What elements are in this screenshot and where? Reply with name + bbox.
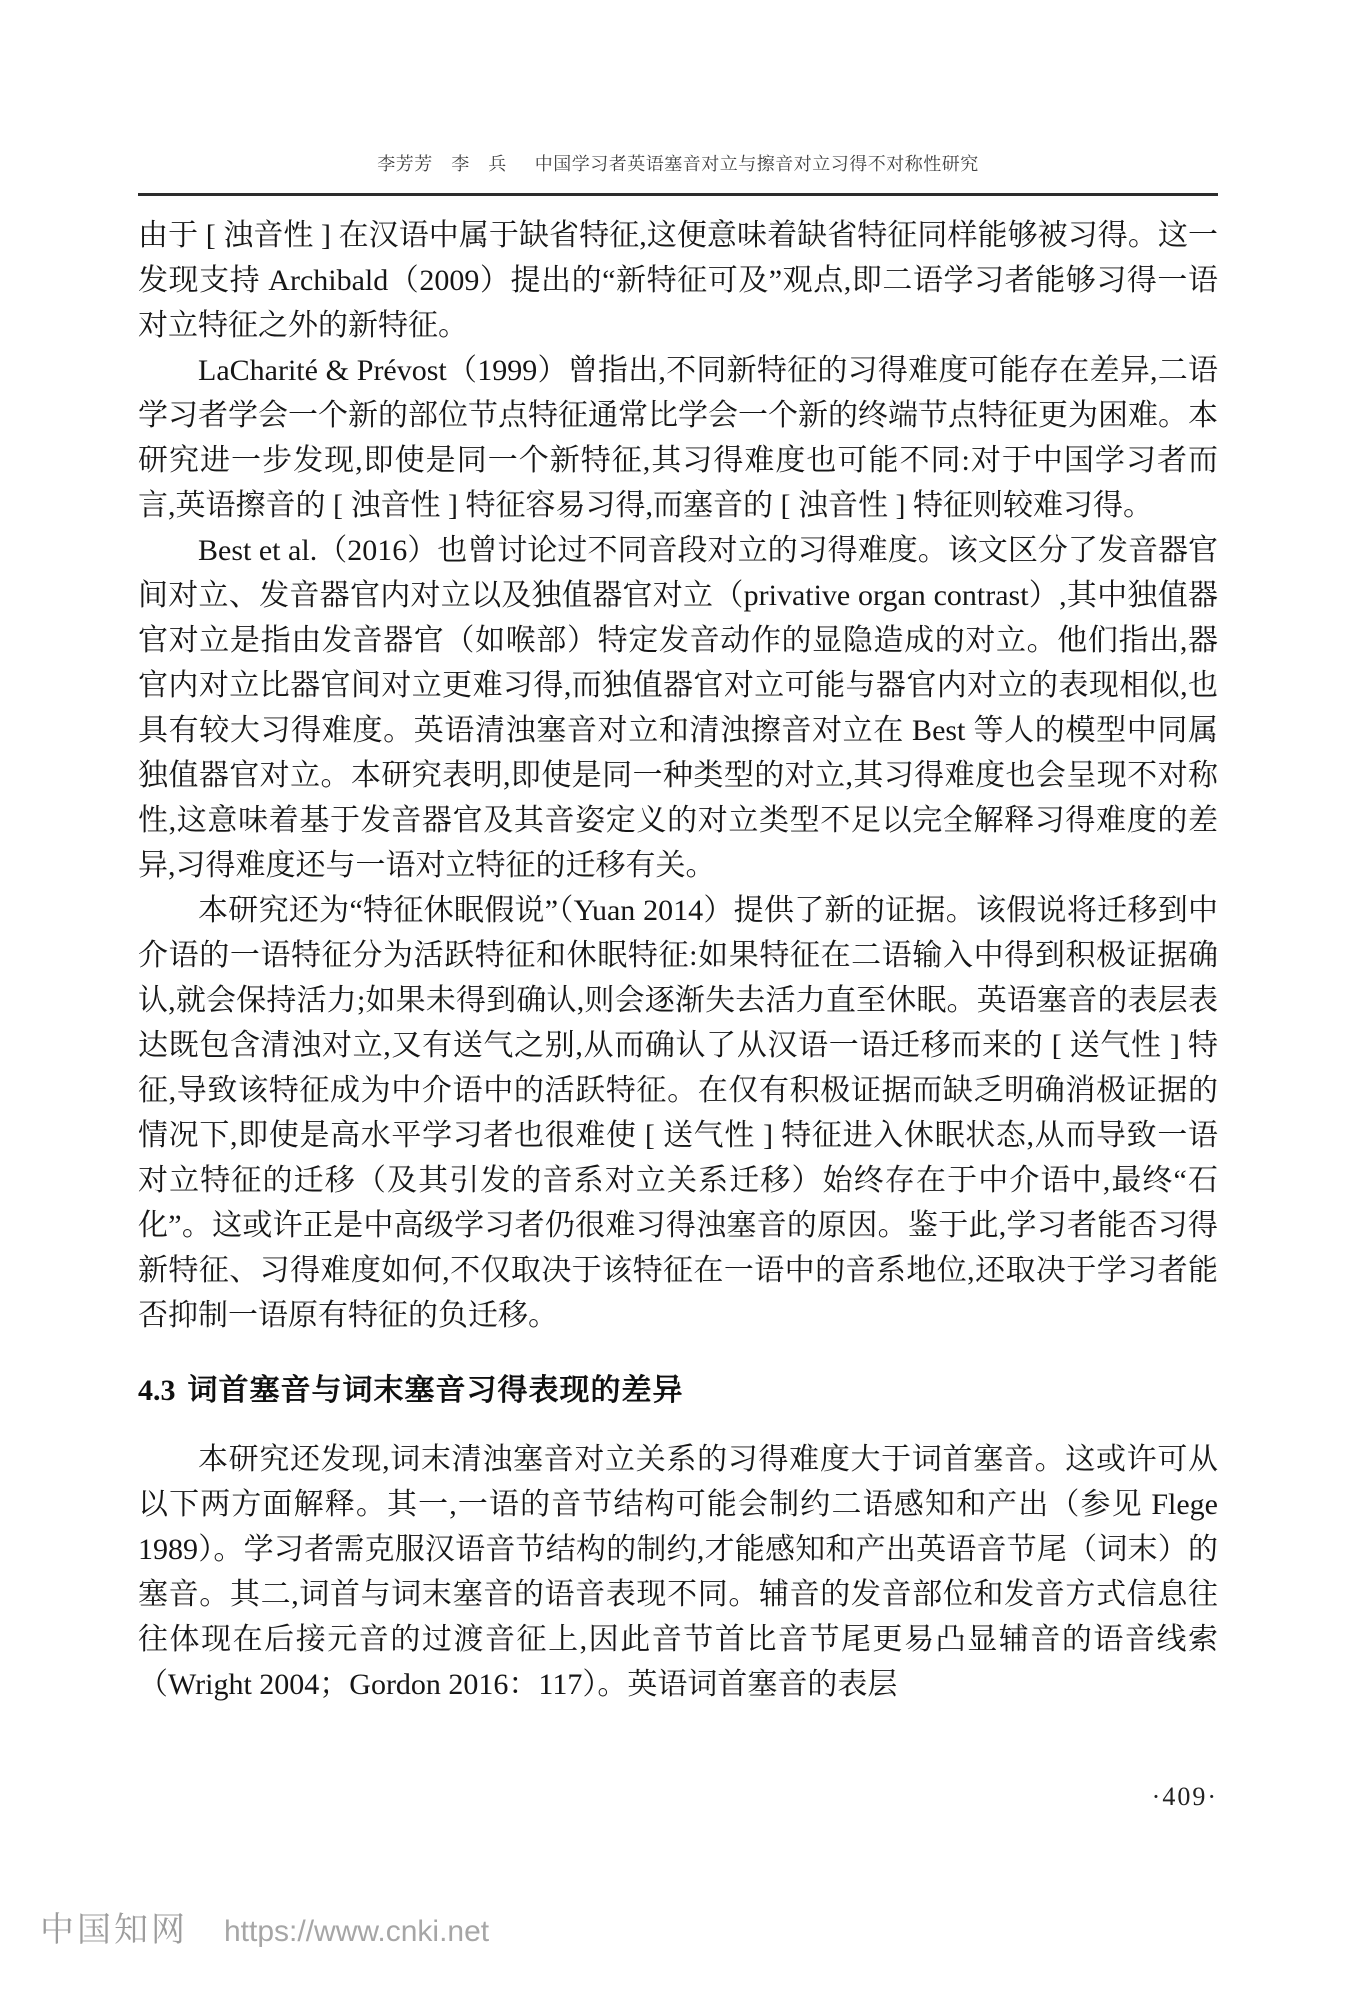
watermark-footer [40, 1902, 489, 1951]
cnki-brand-watermark: 中国知网 [40, 1912, 188, 1949]
running-head-authors: 李芳芳 李 兵 [377, 154, 507, 174]
paragraph-feature-dormancy: 本研究还为“特征休眠假说”（Yuan 2014）提供了新的证据。该假说将迁移到中介语的一语特征分为活跃特征和休眠特征:如果特征在二语输入中得到积极证据确认,就会保持活力;如果未得到确认,则会逐渐失去活力直至休眠。英语塞音的表层表达既包含清浊对立,又有送气之别,从而确认了从汉语一语迁移而来的 [ 送气性 ] 特征,导致该特征成为中介语中的活跃特征。在仅有积极证据而缺乏明确消极证据的情况下,即使是高水平学习者也很难使 [ 送气性 ] 特征进入休眠状态,从而导致一语对立特征的迁移（及其引发的音系对立关系迁移）始终存在于中介语中,最终“石化”。这或许正是中高级学习者仍很难习得浊塞音的原因。鉴于此,学习者能否习得新特征、习得难度如何,不仅取决于该特征在一语中的音系地位,还取决于学习者能否抑制一语原有特征的负迁移。 [138, 894, 1218, 1332]
header-rule [138, 193, 1218, 196]
section-title: 词首塞音与词末塞音习得表现的差异 [187, 1373, 684, 1408]
section-number: 4.3 [138, 1374, 176, 1407]
section-heading-4-3 [138, 1368, 1218, 1413]
cnki-url-watermark: https://www.cnki.net [224, 1915, 490, 1948]
article-body [138, 213, 1218, 1707]
paragraph-best-et-al: Best et al.（2016）也曾讨论过不同音段对立的习得难度。该文区分了发音器官间对立、发音器官内对立以及独值器官对立（privative organ contrast）,其中独值器官对立是指由发音器官（如喉部）特定发音动作的显隐造成的对立。他们指出,器官内对立比器官间对立更难习得,而独值器官对立可能与器官内对立的表现相似,也具有较大习得难度。英语清浊塞音对立和清浊擦音对立在 Best 等人的模型中同属独值器官对立。本研究表明,即使是同一种类型的对立,其习得难度也会呈现不对称性,这意味着基于发音器官及其音姿定义的对立类型不足以完全解释习得难度的差异,习得难度还与一语对立特征的迁移有关。 [138, 534, 1218, 882]
page-number: ·409· [1151, 1782, 1218, 1811]
paragraph-lacharite-prevost: LaCharité & Prévost（1999）曾指出,不同新特征的习得难度可能存在差异,二语学习者学会一个新的部位节点特征通常比学会一个新的终端节点特征更为困难。本研究进一步发现,即使是同一个新特征,其习得难度也可能不同:对于中国学习者而言,英语擦音的 [ 浊音性 ] 特征容易习得,而塞音的 [ 浊音性 ] 特征则较难习得。 [138, 354, 1218, 522]
paragraph-voicing-default-feature: 由于 [ 浊音性 ] 在汉语中属于缺省特征,这便意味着缺省特征同样能够被习得。这一发现支持 Archibald（2009）提出的“新特征可及”观点,即二语学习者能够习得一语对立特征之外的新特征。 [138, 219, 1218, 342]
running-head [138, 150, 1218, 176]
running-head-title: 中国学习者英语塞音对立与擦音对立习得不对称性研究 [534, 154, 979, 174]
paragraph-initial-vs-final-stops: 本研究还发现,词末清浊塞音对立关系的习得难度大于词首塞音。这或许可从以下两方面解释。其一,一语的音节结构可能会制约二语感知和产出（参见 Flege 1989）。学习者需克服汉语音节结构的制约,才能感知和产出英语音节尾（词末）的塞音。其二,词首与词末塞音的语音表现不同。辅音的发音部位和发音方式信息往往体现在后接元音的过渡音征上,因此音节首比音节尾更易凸显辅音的语音线索（Wright 2004；Gordon 2016：117）。英语词首塞音的表层 [138, 1443, 1218, 1701]
